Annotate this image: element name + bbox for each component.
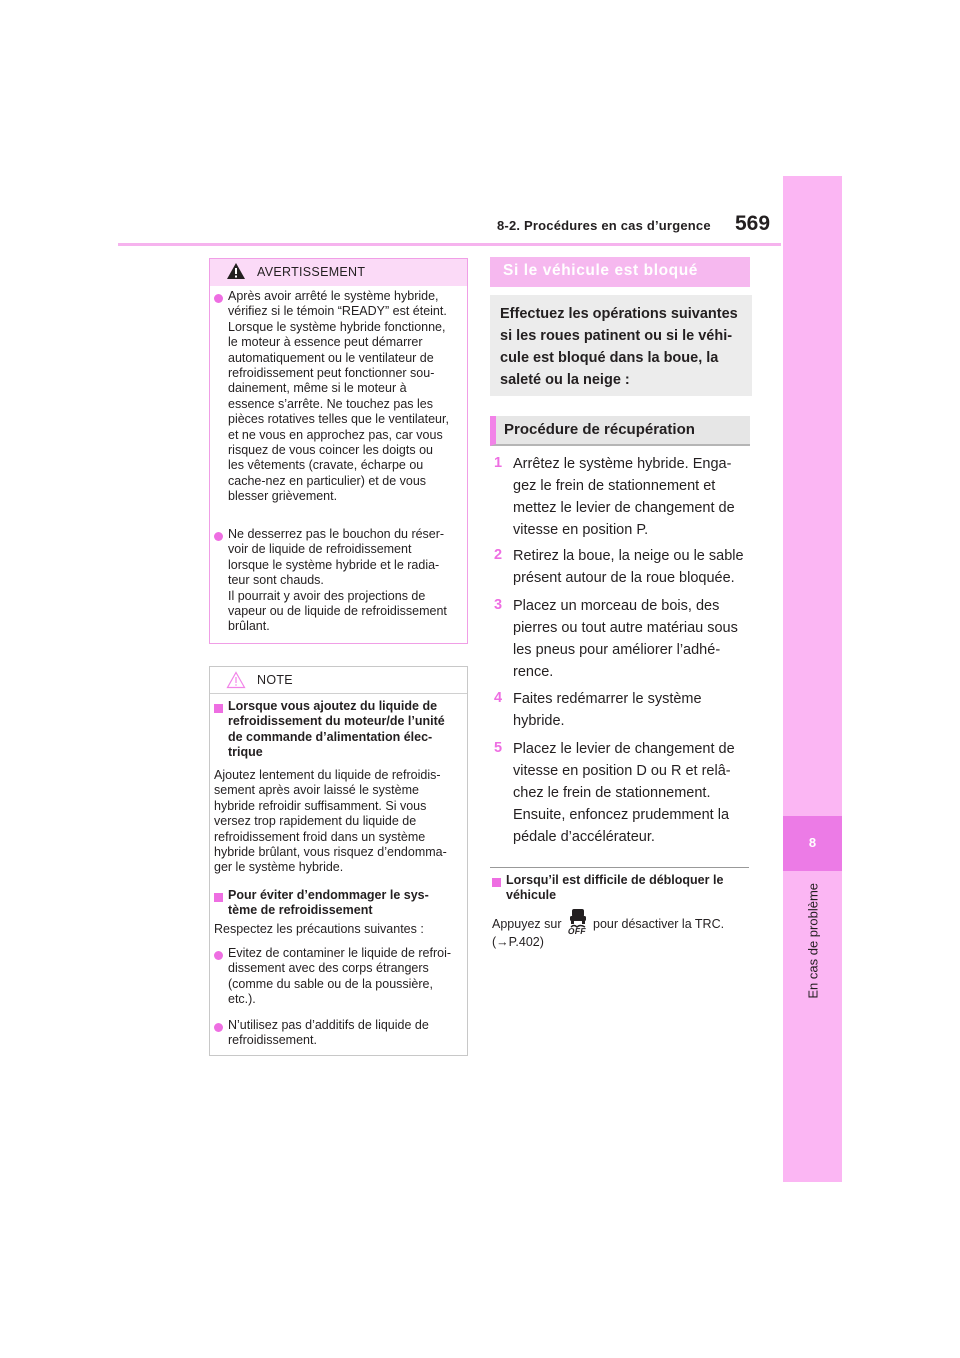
- bullet-icon: [214, 532, 223, 541]
- difficult-heading: Lorsqu’il est difficile de débloquer le véhicule: [506, 873, 724, 903]
- step-number: 1: [494, 455, 503, 471]
- bullet-icon: [214, 951, 223, 960]
- note-sub1-heading: Lorsque vous ajoutez du liquide de refroidissement du moteur/de l’unité de commande d’alimentation élec- trique: [228, 699, 445, 760]
- header-rule: [118, 243, 781, 246]
- difficult-text-before: Appuyez sur: [492, 917, 562, 931]
- bullet-icon: [214, 1023, 223, 1032]
- warning-item-1: Après avoir arrêté le système hybride, vérifiez si le témoin “READY” est éteint. Lorsque le système hybride fonctionne, le moteur à essence peut démarrer automatiquement ou le ventilateur de refroidissement peut fonctionner sou- dainement, même si le moteur à essence s’arrête. Ne touchez pas les pièces rotatives telles que le ventilateur, et ne vous en approchez pas, car vous risquez de vous coincer les doigts ou les vêtements (cravate, écharpe ou cache-nez en particulier) et de vous blesser grièvement.: [228, 289, 449, 504]
- step-number: 3: [494, 597, 503, 613]
- trc-off-icon: OFF: [567, 908, 589, 936]
- note-sub1-body: Ajoutez lentement du liquide de refroidis- sement après avoir laissé le système hybride refroidir suffisamment. Si vous versez trop rapidement du liquide de refroidissement froid dans un système hybride brûlant, vous risquez d’endomma- ger le système hybride.: [214, 768, 447, 875]
- chapter-number: 8: [808, 835, 817, 850]
- arrow-icon: →: [496, 935, 509, 949]
- square-bullet-icon: [214, 704, 223, 713]
- page-number: 569: [735, 212, 771, 235]
- warning-triangle-icon: [226, 262, 246, 280]
- reference-page[interactable]: P.402: [508, 935, 540, 949]
- warning-title: AVERTISSEMENT: [257, 265, 366, 279]
- section-heading: Si le véhicule est bloqué: [503, 262, 699, 279]
- step-text: Arrêtez le système hybride. Enga- gez le frein de stationnement et mettez le levier de changement de vitesse en position P.: [513, 456, 735, 538]
- caution-triangle-icon: [226, 671, 246, 689]
- separator: [490, 867, 749, 868]
- square-bullet-icon: [214, 893, 223, 902]
- difficult-text-after: pour désactiver la TRC.: [593, 917, 725, 931]
- page-reference: (→P.402): [492, 935, 544, 949]
- step-number: 5: [494, 740, 503, 756]
- note-title: NOTE: [257, 673, 293, 687]
- step-number: 4: [494, 690, 503, 706]
- step-text: Placez le levier de changement de vitesse en position D ou R et relâ- chez le frein de stationnement. Ensuite, enfoncez prudemment la pédale d’accélérateur.: [513, 741, 735, 845]
- note-sub2-item-2: N’utilisez pas d’additifs de liquide de refroidissement.: [228, 1018, 429, 1048]
- warning-item-2: Ne desserrez pas le bouchon du réser- voir de liquide de refroidissement lorsque le système hybride et le radia- teur sont chauds. Il pourrait y avoir des projections de vapeur ou de liquide de refroidissement brûlant.: [228, 527, 447, 634]
- note-sub2-intro: Respectez les précautions suivantes :: [214, 922, 424, 936]
- note-header-rule: [210, 693, 467, 694]
- bullet-icon: [214, 294, 223, 303]
- intro-text: Effectuez les opérations suivantes si les roues patinent ou si le véhi- cule est bloqué dans la boue, la saleté ou la neige :: [500, 306, 738, 388]
- note-sub2-heading: Pour éviter d’endommager le sys- tème de refroidissement: [228, 888, 429, 918]
- square-bullet-icon: [492, 878, 501, 887]
- chapter-label: En cas de problème: [805, 883, 820, 999]
- step-text: Placez un morceau de bois, des pierres ou tout autre matériau sous les pneus pour améliorer l’adhé- rence.: [513, 598, 738, 680]
- step-number: 2: [494, 547, 503, 563]
- procedure-heading: Procédure de récupération: [504, 421, 695, 438]
- step-text: Retirez la boue, la neige ou le sable présent autour de la roue bloquée.: [513, 548, 744, 586]
- section-title: 8-2. Procédures en cas d’urgence: [497, 218, 711, 233]
- note-sub2-item-1: Evitez de contaminer le liquide de refroi- dissement avec des corps étrangers (comme du sable ou de la poussière, etc.).: [228, 946, 452, 1007]
- step-text: Faites redémarrer le système hybride.: [513, 691, 702, 729]
